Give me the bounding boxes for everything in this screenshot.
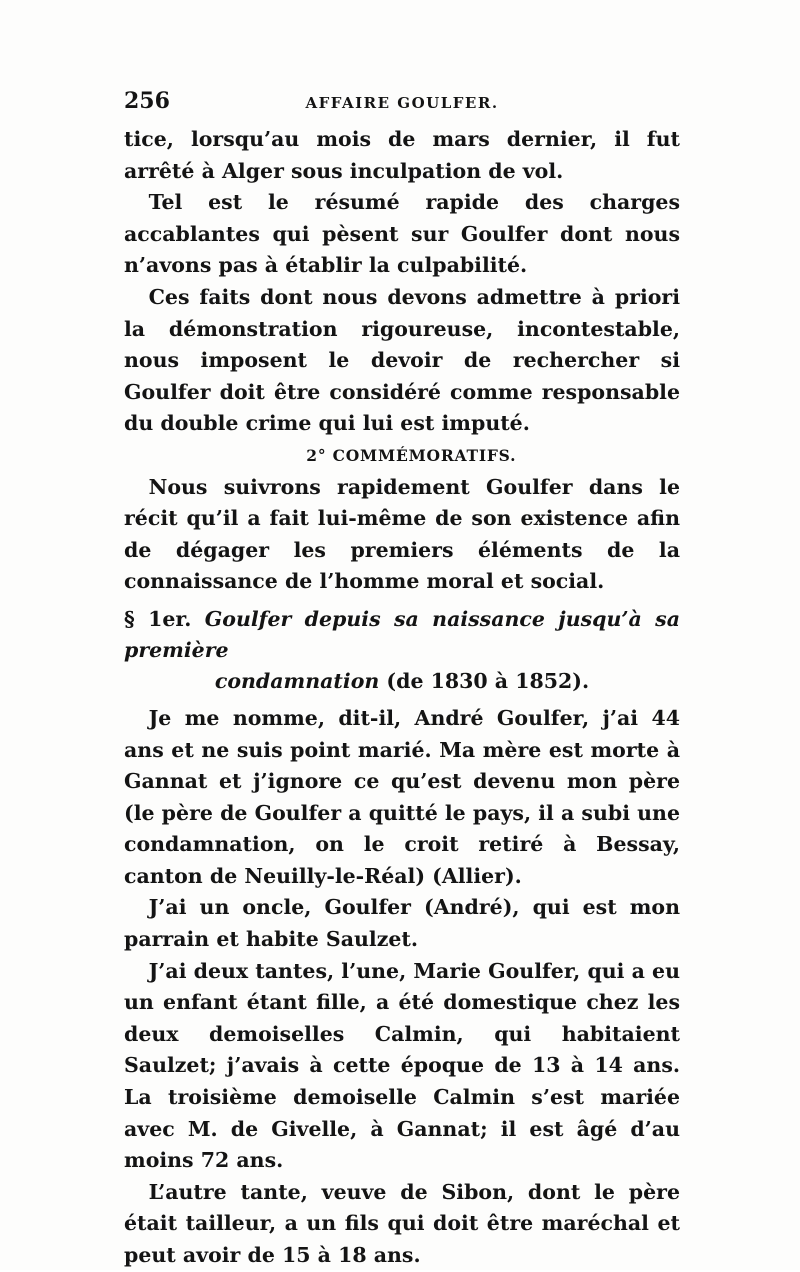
paragraph-commemoratifs: Nous suivrons rapidement Goulfer dans le récit qu’il a fait lui-même de son existence afin de dégager les premiers éléments de la connaissance de l’homme moral et social.	[124, 474, 680, 594]
narrative-paragraph: J’ai deux tantes, l’une, Marie Goulfer, qui a eu un enfant étant fille, a été domestique chez les deux demoiselles Calmin, qui habitaient Saulzet; j’avais à cette époque de 13 à 14 ans. La troisième demoiselle Calmin s’est mariée avec M. de Givelle, à Gannat; il est âgé d’au moins 72 ans.	[124, 958, 680, 1173]
narrative-paragraph: L’autre tante, veuve de Sibon, dont le père était tailleur, a un fils qui doit être maréchal et peut avoir de 15 à 18 ans.	[124, 1179, 680, 1267]
section-heading: 2° COMMÉMORATIFS.	[306, 445, 517, 465]
narrative-paragraph: J’ai un oncle, Goulfer (André), qui est mon parrain et habite Saulzet.	[124, 895, 680, 952]
narrative-paragraph: Je me nomme, dit-il, André Goulfer, j’ai 44 ans et ne suis point marié. Ma mère est morte à Gannat et j’ignore ce qu’est devenu mon père (le père de Goulfer a quitté le pays, il a subi une condamnation, on le croit retiré à Bessay, canton de Neuilly-le-Réal) (Allier).	[124, 705, 680, 888]
subsection-dates: (de 1830 à 1852).	[386, 668, 590, 693]
page-header	[124, 88, 680, 118]
page-number: 256	[124, 88, 170, 114]
page-body	[124, 124, 680, 1272]
running-title: AFFAIRE GOULFER.	[305, 94, 499, 112]
paragraph-continuation: tice, lorsqu’au mois de mars dernier, il fut arrêté à Alger sous inculpation de vol.	[124, 127, 680, 183]
paragraph-summary: Tel est le résumé rapide des charges accablantes qui pèsent sur Goulfer dont nous n’avons pas à établir la culpabilité.	[124, 190, 680, 278]
subsection-line-2	[124, 666, 680, 697]
subsection-title-line-1: Goulfer depuis sa naissance jusqu’à sa première	[124, 606, 680, 662]
subsection-title-line-2: condamnation	[214, 668, 380, 693]
subsection-heading	[124, 604, 680, 697]
subsection-line-1	[124, 604, 680, 666]
subsection-marker: § 1er.	[124, 606, 192, 631]
paragraph-facts: Ces faits dont nous devons admettre à priori la démonstration rigoureuse, incontestable, nous imposent le devoir de rechercher si Goulfer doit être considéré comme responsable du double crime qui lui est imputé.	[124, 284, 680, 436]
